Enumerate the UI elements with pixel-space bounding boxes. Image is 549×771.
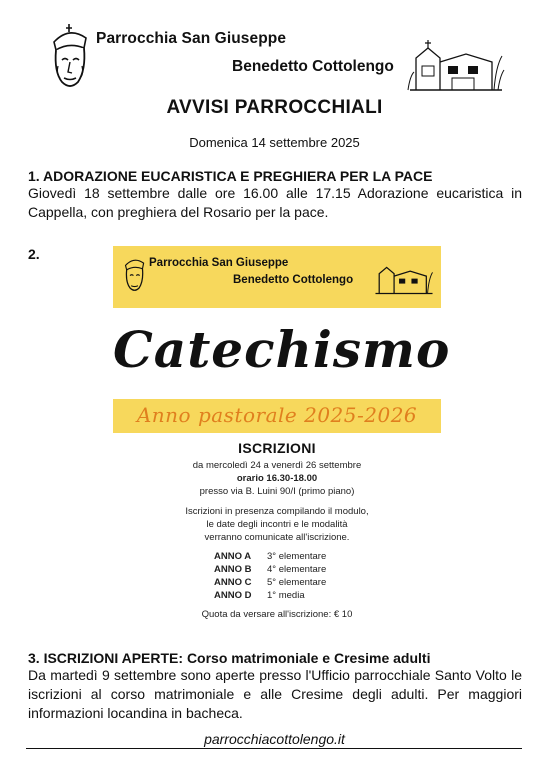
footer-divider (26, 748, 522, 749)
flyer-heading: ISCRIZIONI (238, 440, 316, 456)
flyer-hours: orario 16.30-18.00 (236, 473, 318, 484)
flyer-header-band (113, 246, 441, 308)
page-title: AVVISI PARROCCHIALI (166, 97, 383, 118)
flyer-info-line2: le date degli incontri e le modalità (206, 519, 348, 530)
list-item (214, 577, 326, 588)
year-label: ANNO A (214, 551, 252, 562)
year-label: ANNO C (214, 577, 252, 588)
flyer-parish-subtitle: Benedetto Cottolengo (233, 274, 354, 286)
year-desc: 4° elementare (267, 564, 327, 575)
parish-name: Parrocchia San Giuseppe (96, 30, 287, 47)
list-item (214, 551, 326, 562)
section2-number: 2. (28, 246, 40, 262)
flyer-place: presso via B. Luini 90/I (primo piano) (199, 486, 355, 497)
section3-heading: 3. ISCRIZIONI APERTE: Corso matrimoniale e Cresime adulti (28, 650, 431, 666)
year-label: ANNO B (214, 564, 252, 575)
date: Domenica 14 settembre 2025 (189, 135, 360, 150)
year-desc: 1° media (267, 590, 305, 601)
church-sketch-icon (406, 36, 506, 94)
year-label: ANNO D (214, 590, 252, 601)
list-item (214, 590, 305, 601)
flyer-parish-name: Parrocchia San Giuseppe (149, 257, 289, 269)
flyer-subtitle: Anno pastorale 2025-2026 (136, 403, 418, 427)
flyer-title: Catechismo (113, 320, 451, 379)
flyer-info-line3: verranno comunicate all'iscrizione. (204, 532, 350, 543)
section3-body: Da martedì 9 settembre sono aperte presso l'Ufficio parrocchiale Santo Volto le iscrizioni al corso matrimoniale e alle Cresime degli adulti. Per maggiori informazioni locandina in bacheca. (28, 667, 522, 721)
flyer-dates: da mercoledì 24 a venerdì 26 settembre (192, 460, 362, 471)
catechism-flyer (113, 246, 451, 623)
flyer-fee: Quota da versare all'iscrizione: € 10 (201, 609, 353, 620)
saint-portrait-icon (121, 252, 147, 298)
website-link[interactable]: parrocchiacottolengo.it (204, 731, 345, 747)
list-item (214, 564, 326, 575)
flyer-subtitle-band (113, 399, 441, 433)
saint-portrait-icon (46, 22, 92, 96)
section1-heading: 1. ADORAZIONE EUCARISTICA E PREGHIERA PER LA PACE (28, 168, 433, 184)
section1-body: Giovedì 18 settembre dalle ore 16.00 alle 17.15 Adorazione eucaristica in Cappella, con preghiera del Rosario per la pace. (28, 185, 522, 220)
parish-subtitle: Benedetto Cottolengo (232, 58, 394, 75)
flyer-info-line1: Iscrizioni in presenza compilando il modulo, (185, 506, 369, 517)
year-desc: 5° elementare (267, 577, 327, 588)
year-desc: 3° elementare (267, 551, 327, 562)
church-sketch-icon (373, 260, 435, 296)
